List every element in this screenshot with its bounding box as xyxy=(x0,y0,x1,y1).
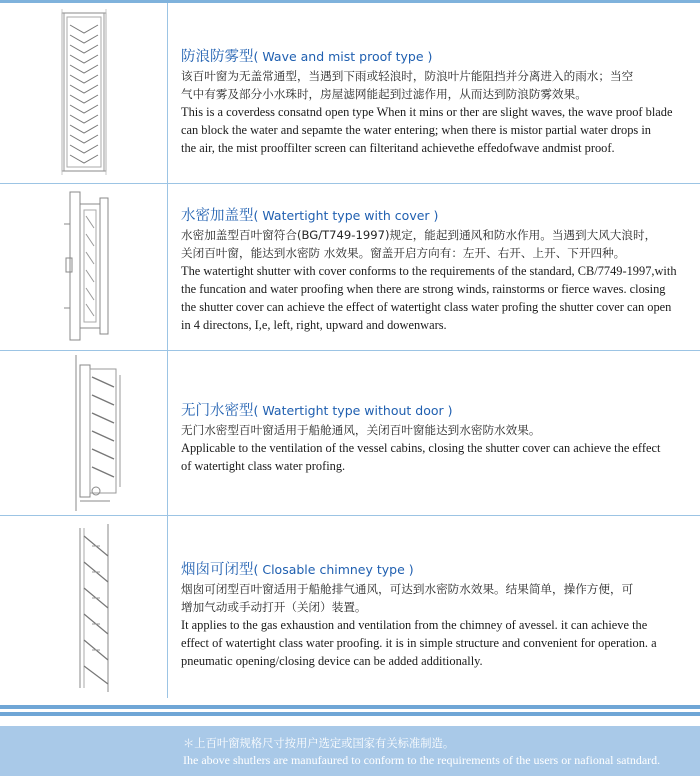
text-line: 气中有雾及部分小水珠时，房屋滤网能起到过滤作用，从而达到防浪防雾效果。 xyxy=(181,87,587,101)
divider-stripe xyxy=(0,712,700,716)
text-line: effect of watertight class water proofing. it is in simple structure and convenient for operation. a xyxy=(181,636,657,650)
title-zh: 水密加盖型 xyxy=(181,208,254,224)
section-title xyxy=(181,560,693,580)
text-line: the air, the mist prooffilter screen can filteritand achievethe effedofwave andmist proof. xyxy=(181,141,615,155)
section-title xyxy=(181,206,693,226)
text-line: This is a coverdess consatnd open type When it mins or ther are slight waves, the wave proof blade xyxy=(181,105,673,119)
product-drawing-cell xyxy=(0,351,168,515)
title-en: ( Closable chimney type ) xyxy=(253,562,414,577)
text-line: The watertight shutter with cover conforms to the requirements of the standard, CB/7749-1997,with xyxy=(181,264,677,278)
text-line: It applies to the gas exhaustion and ventilation from the chimney of avessel. it can achieve the xyxy=(181,618,648,632)
description-zh xyxy=(181,226,693,262)
footer-en: Ihe above shutlers are manufaured to conform to the requirements of the users or nafional satndard. xyxy=(183,753,661,767)
description-en xyxy=(181,439,693,475)
description-en xyxy=(181,103,693,157)
text-line: 水密加盖型百叶窗符合(BG/T749-1997)规定，能起到通风和防水作用。当遇到大风大浪时， xyxy=(181,228,657,242)
product-row-wave-mist xyxy=(0,3,700,184)
description-en xyxy=(181,616,693,670)
title-en: ( Watertight type with cover ) xyxy=(253,208,439,223)
text-line: 烟囱可闭型百叶窗适用于船舱排气通风，可达到水密防水效果。结果简单，操作方便，可 xyxy=(181,582,634,596)
text-line: 关闭百叶窗，能达到水密防 水效果。窗盖开启方向有：左开、右开、上开、下开四种。 xyxy=(181,246,626,260)
text-line: the shutter cover can achieve the effect of watertight class water profing the shutter cover can open xyxy=(181,300,672,314)
text-line: the funcation and water proofing when there are strong winds, rainstorms or fierce waves. closing xyxy=(181,282,666,296)
watertight-no-door-shutter-drawing xyxy=(0,351,167,515)
description-zh xyxy=(181,580,693,616)
divider-stripe xyxy=(0,705,700,709)
text-line: 该百叶窗为无盖常通型，当遇到下雨或轻浪时，防浪叶片能阻挡并分离进入的雨水；当空 xyxy=(181,69,634,83)
divider-stripes xyxy=(0,705,700,717)
text-line: in 4 directons, I,e, left, right, upward and dowenwars. xyxy=(181,318,447,332)
text-line: 无门水密型百叶窗适用于船舱通风，关闭百叶窗能达到水密防水效果。 xyxy=(181,423,541,437)
text-line: can block the water and sepamte the water entering; when there is mistor partial water drops in xyxy=(181,123,651,137)
product-drawing-cell xyxy=(0,3,168,183)
product-drawing-cell xyxy=(0,516,168,698)
description-zh xyxy=(181,67,693,103)
text-line: pneumatic opening/closing device can be added additionally. xyxy=(181,654,483,668)
footer-text xyxy=(183,736,660,768)
text-line: of watertight class water profing. xyxy=(181,459,346,473)
product-row-watertight-cover xyxy=(0,184,700,351)
product-row-watertight-no-door xyxy=(0,351,700,516)
closable-chimney-shutter-drawing xyxy=(0,516,167,698)
product-row-closable-chimney xyxy=(0,516,700,698)
footer-note xyxy=(0,726,700,776)
section-title xyxy=(181,47,693,67)
title-zh: 烟囱可闭型 xyxy=(181,562,254,578)
watertight-cover-shutter-drawing xyxy=(0,184,167,350)
product-drawing-cell xyxy=(0,184,168,350)
description-en xyxy=(181,262,693,334)
title-en: ( Watertight type without door ) xyxy=(253,403,453,418)
section-title xyxy=(181,401,693,421)
wave-mist-shutter-drawing xyxy=(0,3,167,183)
title-zh: 无门水密型 xyxy=(181,403,254,419)
text-line: 增加气动或手动打开（关闭）装置。 xyxy=(181,600,367,614)
title-en: ( Wave and mist proof type ) xyxy=(253,49,433,64)
description-zh xyxy=(181,421,693,439)
title-zh: 防浪防雾型 xyxy=(181,49,254,65)
text-line: Applicable to the ventilation of the vessel cabins, closing the shutter cover can achieve the effect xyxy=(181,441,661,455)
footer-zh: ＊上百叶窗规格尺寸按用户选定或国家有关标准制造。 xyxy=(183,737,455,750)
